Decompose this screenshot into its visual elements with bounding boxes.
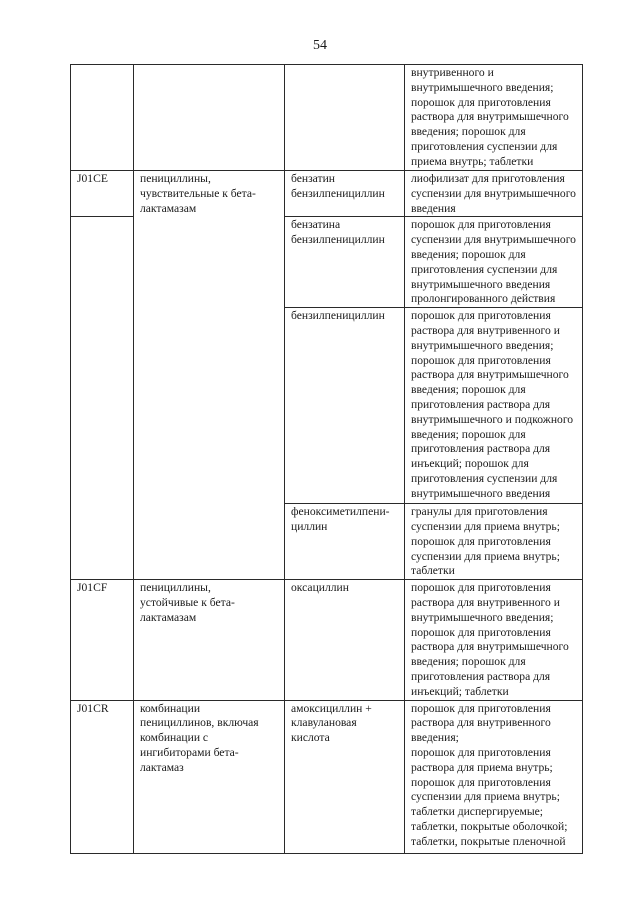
drug-cell: оксациллин — [285, 580, 405, 700]
table-row — [71, 580, 583, 700]
drug-cell: амоксициллин + клавулановая кислота — [285, 700, 405, 853]
table-row — [71, 504, 583, 580]
group-cell: пенициллины, устойчивые к бета- лактамазам — [134, 580, 285, 700]
drug-table — [70, 64, 583, 854]
drug-cell: бензатина бензилпенициллин — [285, 217, 405, 308]
form-cell: внутривенного и внутримышечного введения; порошок для приготовления раствора для внутримышечного введения; порошок для приготовления суспензии для приема внутрь; таблетки — [405, 65, 583, 171]
page-number: 54 — [313, 38, 327, 53]
atc-code-cell — [71, 65, 134, 171]
table-row — [71, 308, 583, 504]
group-cell — [134, 217, 285, 308]
group-cell — [134, 504, 285, 580]
atc-code-cell — [71, 217, 134, 308]
atc-code-cell: J01CE — [71, 171, 134, 217]
group-cell — [134, 308, 285, 504]
group-cell — [134, 65, 285, 171]
form-cell: порошок для приготовления суспензии для внутримышечного введения; порошок для приготовления суспензии для внутримышечного введения пролонгированного действия — [405, 217, 583, 308]
table-row — [71, 171, 583, 217]
atc-code-cell — [71, 504, 134, 580]
atc-code-cell: J01CF — [71, 580, 134, 700]
form-cell: порошок для приготовления раствора для внутривенного и внутримышечного введения; порошок для приготовления раствора для внутримышечного введения; порошок для приготовления раствора для внутримышечного и подкожного введения; порошок для приготовления раствора для инъекций; порошок для приготовления суспензии для внутримышечного введения — [405, 308, 583, 504]
form-cell: порошок для приготовления раствора для внутривенного и внутримышечного введения; порошок для приготовления раствора для внутримышечного введения; порошок для приготовления раствора для инъекций; таблетки — [405, 580, 583, 700]
table-row — [71, 700, 583, 853]
table-row — [71, 217, 583, 308]
drug-cell: бензатин бензилпенициллин — [285, 171, 405, 217]
form-cell: лиофилизат для приготовления суспензии для внутримышечного введения — [405, 171, 583, 217]
group-cell: пенициллины, чувствительные к бета- лактамазам — [134, 171, 285, 217]
drug-cell — [285, 65, 405, 171]
table-row — [71, 65, 583, 171]
form-cell: гранулы для приготовления суспензии для приема внутрь; порошок для приготовления суспензии для приема внутрь; таблетки — [405, 504, 583, 580]
atc-code-cell — [71, 308, 134, 504]
drug-cell: бензилпенициллин — [285, 308, 405, 504]
form-cell: порошок для приготовления раствора для внутривенного введения; порошок для приготовления раствора для приема внутрь; порошок для приготовления суспензии для приема внутрь; таблетки диспергируемые; таблетки, покрытые оболочкой; таблетки, покрытые пленочной — [405, 700, 583, 853]
drug-cell: феноксиметилпени- циллин — [285, 504, 405, 580]
group-cell: комбинации пенициллинов, включая комбинации с ингибиторами бета- лактамаз — [134, 700, 285, 853]
atc-code-cell: J01CR — [71, 700, 134, 853]
